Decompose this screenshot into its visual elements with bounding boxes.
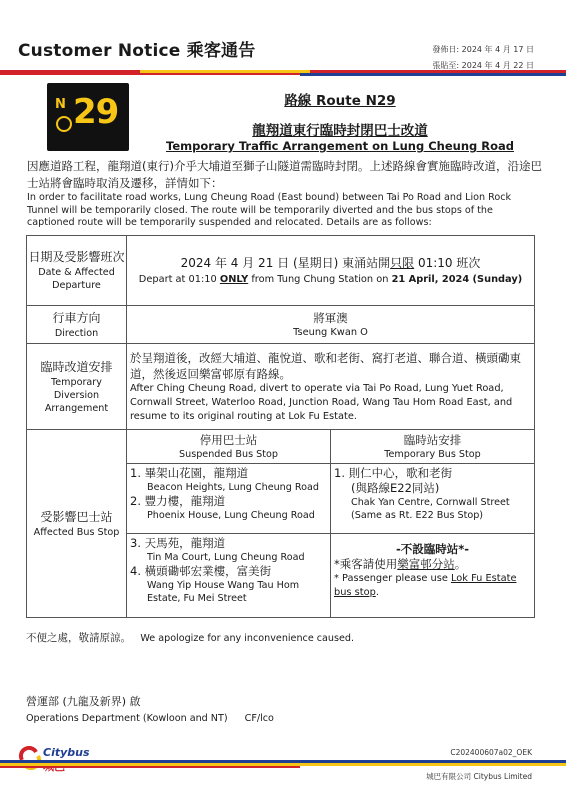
affected-label-zh: 受影響巴士站 [40,509,113,524]
route-badge-number: 29 [73,92,119,132]
stop-3-zh: 3. 天馬苑，龍翔道 [130,536,226,550]
direction-en: Tseung Kwan O [293,326,368,338]
notice-title: Customer Notice 乘客通告 [18,41,256,61]
direction-row [27,306,535,344]
citybus-wordmark: Citybus [43,746,90,759]
temp-stop-zh: 1. 則仁中心，歌和老街 [334,466,453,480]
direction-label [27,306,127,344]
affected-label-en: Affected Bus Stop [33,526,120,538]
top-blue-stripe [300,73,566,76]
route-badge [47,83,129,151]
company-name: 城巴有限公司 Citybus Limited [426,772,532,781]
posted-until-date: 張貼至: 2024 年 4 月 22 日 [432,61,534,70]
route-subtitle-en: Temporary Traffic Arrangement on Lung Cheung Road [166,139,514,153]
night-moon-icon [56,116,72,132]
passenger-note-zh-end: 。 [454,557,467,571]
diversion-label [27,344,127,430]
passenger-note-zh-text: *乘客請使用 [334,557,398,571]
diversion-label-zh: 臨時改道安排 [40,359,113,374]
direction-label-en: Direction [54,327,99,339]
direction-zh: 將軍澳 [313,310,348,325]
date-en-only: ONLY [219,273,249,285]
lok-fu-stop-zh: 樂富邨分站 [397,557,455,571]
suspended-header-zh: 停用巴士站 [199,432,258,447]
date-zh [127,255,534,271]
top-yellow-stripe [140,70,310,73]
apology [26,630,354,645]
date-en-date: 21 April, 2024 (Sunday) [391,273,523,285]
suspended-header-en: Suspended Bus Stop [179,448,278,460]
stop-3-en: Tin Ma Court, Lung Cheung Road [147,552,305,563]
issue-date: 發佈日: 2024 年 4 月 17 日 [432,45,534,54]
no-temp-stop: -不設臨時站*- [395,542,470,556]
no-temp-stop-cell [331,534,535,618]
stop-1-en: Beacon Heights, Lung Cheung Road [147,482,319,493]
route-badge-letter: N [55,97,66,112]
apology-zh: 不便之處，敬請原諒。 [26,632,131,644]
diversion-label-en: Temporary Diversion Arrangement [44,376,109,414]
date-label [27,236,127,306]
citybus-logo [18,746,98,772]
department-en [26,713,274,724]
stop-1-zh: 1. 畢架山花園，龍翔道 [130,466,249,480]
direction-cell [127,306,535,344]
reference: CF/lco [244,713,274,724]
bottom-red-stripe [0,766,300,768]
stop-2-zh: 2. 豐力樓，龍翔道 [130,494,226,508]
date-label-zh: 日期及受影響班次 [28,250,125,264]
temp-stop-en-note: (Same as Rt. E22 Bus Stop) [351,510,484,521]
direction-label-zh: 行車方向 [52,310,101,325]
date-zh-only: 只限 [390,255,415,270]
date-en [127,273,534,287]
date-label-en: Date & Affected Departure [38,267,115,291]
stop-4-en: Wang Yip House Wang Tau Hom Estate, Fu Mei Street [147,580,300,604]
temp-stop-en: Chak Yan Centre, Cornwall Street [351,497,510,508]
arrangement-table [26,235,535,618]
intro-en: In order to facilitate road works, Lung Cheung Road (East bound) between Tai Po Road and Lion Rock Tunnel will be temporarily closed. The route will be temporarily diverted and the bus stops of the captioned route will be temporarily suspended and relocated. Details are as follows: [27,192,512,228]
stops-header-row [27,430,535,464]
diversion-zh: 於呈翔道後，改經大埔道、龍悅道、歌和老街、窩打老道、聯合道、橫頭磡東道，然後返回樂富邨原有路線。 [130,350,521,381]
route-title: 路線 Route N29 [284,93,396,109]
temp-stop-zh-note: (與路線E22同站) [351,481,440,495]
temporary-header-en: Temporary Bus Stop [384,448,481,460]
date-en-text: Depart at 01:10 [138,273,220,285]
passenger-note-en-end: . [375,586,379,598]
date-en-station: from Tung Chung Station on [248,273,392,285]
passenger-note-en [334,572,531,599]
suspended-header [127,430,331,464]
date-row [27,236,535,306]
department-en-text: Operations Department (Kowloon and NT) [26,713,228,724]
apology-en: We apologize for any inconvenience caused. [140,633,355,644]
document-code: C202400607a02_OEK [450,748,532,757]
affected-label [27,430,127,618]
stop-2-en: Phoenix House, Lung Cheung Road [147,510,315,521]
temporary-header-zh: 臨時站安排 [403,432,462,447]
date-zh-time: 01:10 班次 [414,255,481,270]
suspended-stops-1 [127,464,331,534]
suspended-stops-2 [127,534,331,618]
department-zh: 營運部 (九龍及新界) 啟 [26,695,141,708]
diversion-en: After Ching Cheung Road, divert to operate via Tai Po Road, Lung Yuet Road, Cornwall Street, Waterloo Road, Junction Road, Wang Tau Hom Road East, and resume to its original routing at Lok Fu Estate. [130,382,513,422]
diversion-cell [127,344,535,430]
date-cell [127,236,535,306]
lok-fu-stop-en: Lok Fu Estate bus stop [334,573,517,598]
temporary-stop-cell [331,464,535,534]
diversion-row [27,344,535,430]
passenger-note-en-text: * Passenger please use [334,573,451,584]
passenger-note-zh [334,557,531,572]
date-zh-text: 2024 年 4 月 21 日 (星期日) 東涌站開 [180,255,391,270]
temporary-header [331,430,535,464]
route-subtitle-zh: 龍翔道東行臨時封閉巴士改道 [252,123,428,139]
intro-zh: 因應道路工程，龍翔道(東行)介乎大埔道至獅子山隧道需臨時封閉。上述路線會實施臨時改道，沿途巴士站將會臨時取消及遷移，詳情如下： [27,159,542,190]
stop-4-zh: 4. 橫頭磡邨宏業樓，富美街 [130,564,272,578]
